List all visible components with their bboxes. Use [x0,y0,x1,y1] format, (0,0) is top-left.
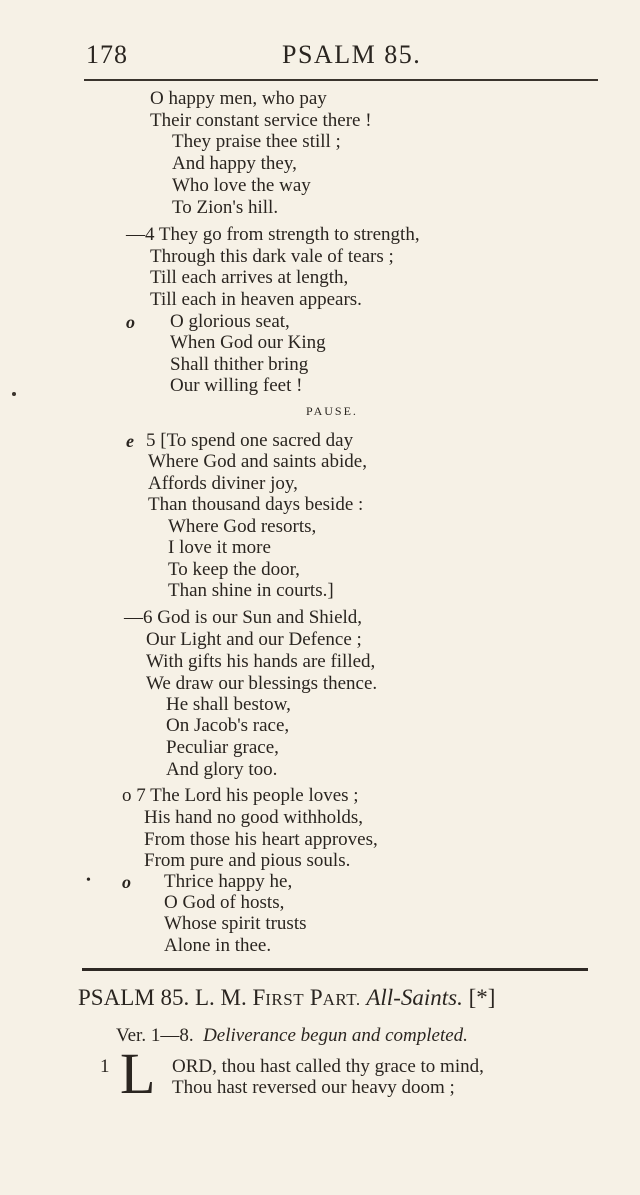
stanza3-line: Than shine in courts.] [168,580,334,601]
stanza2-line: Till each arrives at length, [150,267,349,288]
verse-description: Deliverance begun and completed. [203,1025,468,1046]
page-header [86,40,598,80]
psalm-meter: L. M. [194,985,247,1010]
verse-number: 1 [100,1056,110,1077]
running-title: PSALM 85. [282,40,422,69]
section-rule [82,968,588,971]
dynamic-mark: o [122,872,131,892]
paper-speck [12,392,16,396]
stanza4-line: Our Light and our Defence ; [146,629,362,650]
stanza5-line: Whose spirit trusts [164,913,307,934]
part-first-letter: F [252,985,266,1010]
stanza3-line: Affords diviner joy, [148,473,298,494]
stanza5-line: Thrice happy he, [164,871,293,892]
stanza5-line: O God of hosts, [164,892,285,913]
stanza2-line: O glorious seat, [170,311,290,332]
stanza4-line: He shall bestow, [166,694,291,715]
stanza5-line: From those his heart approves, [144,829,378,850]
psalm-heading [78,985,495,1011]
stanza4-line: With gifts his hands are filled, [146,651,376,672]
verse-ref: Ver. 1—8. [116,1025,194,1046]
stanza3-line: 5 [To spend one sacred day [146,430,354,451]
stanza1-line: And happy they, [172,153,297,174]
stanza2-line: Through this dark vale of tears ; [150,246,394,267]
bullet-mark: • [86,873,91,888]
stanza1-line: Who love the way [172,175,311,196]
drop-cap: L [120,1041,156,1106]
stanza5-line: His hand no good withholds, [144,807,364,828]
part-first-rest: IRST [265,990,305,1009]
stanza3-line: Where God and saints abide, [148,451,367,472]
pause-label: PAUSE. [306,404,358,418]
stanza3-line: I love it more [168,537,271,558]
stanza3-line: To keep the door, [168,559,300,580]
stanza2-line: Till each in heaven appears. [150,289,362,310]
stanza3-line: Than thousand days beside : [148,494,364,515]
stanza5-line: Alone in thee. [164,935,272,956]
stanza1-line: To Zion's hill. [172,197,279,218]
dynamic-mark: o [126,312,135,332]
stanza3-line: Where God resorts, [168,516,317,537]
stanza4-line: Peculiar grace, [166,737,279,758]
stanza4-line: On Jacob's race, [166,715,290,736]
stanza2-line: Our willing feet ! [170,375,303,396]
header-rule [84,79,598,81]
stanza5-line: o 7 The Lord his people loves ; [122,785,359,806]
verse-line: ORD, thou hast called thy grace to mind, [172,1056,484,1077]
stanza4-line: —6 God is our Sun and Shield, [124,607,363,628]
stanza1-line: They praise thee still ; [172,131,341,152]
dynamic-mark: e [126,431,134,451]
psalm-marker: [*] [468,985,496,1010]
page-number: 178 [86,40,128,69]
verse-reference [116,1025,468,1047]
stanza1-line: O happy men, who pay [150,88,327,109]
part-second-rest: ART. [322,990,361,1009]
stanza2-line: —4 They go from strength to strength, [126,224,420,245]
stanza2-line: When God our King [170,332,326,353]
stanza2-line: Shall thither bring [170,354,309,375]
stanza5-line: From pure and pious souls. [144,850,351,871]
part-second-letter: P [309,985,323,1010]
stanza4-line: And glory too. [166,759,278,780]
stanza1-line: Their constant service there ! [150,110,372,131]
psalm-subject: All-Saints. [366,985,463,1010]
verse-line: Thou hast reversed our heavy doom ; [172,1077,455,1098]
stanza4-line: We draw our blessings thence. [146,673,378,694]
psalm-title: PSALM 85. [78,985,190,1010]
